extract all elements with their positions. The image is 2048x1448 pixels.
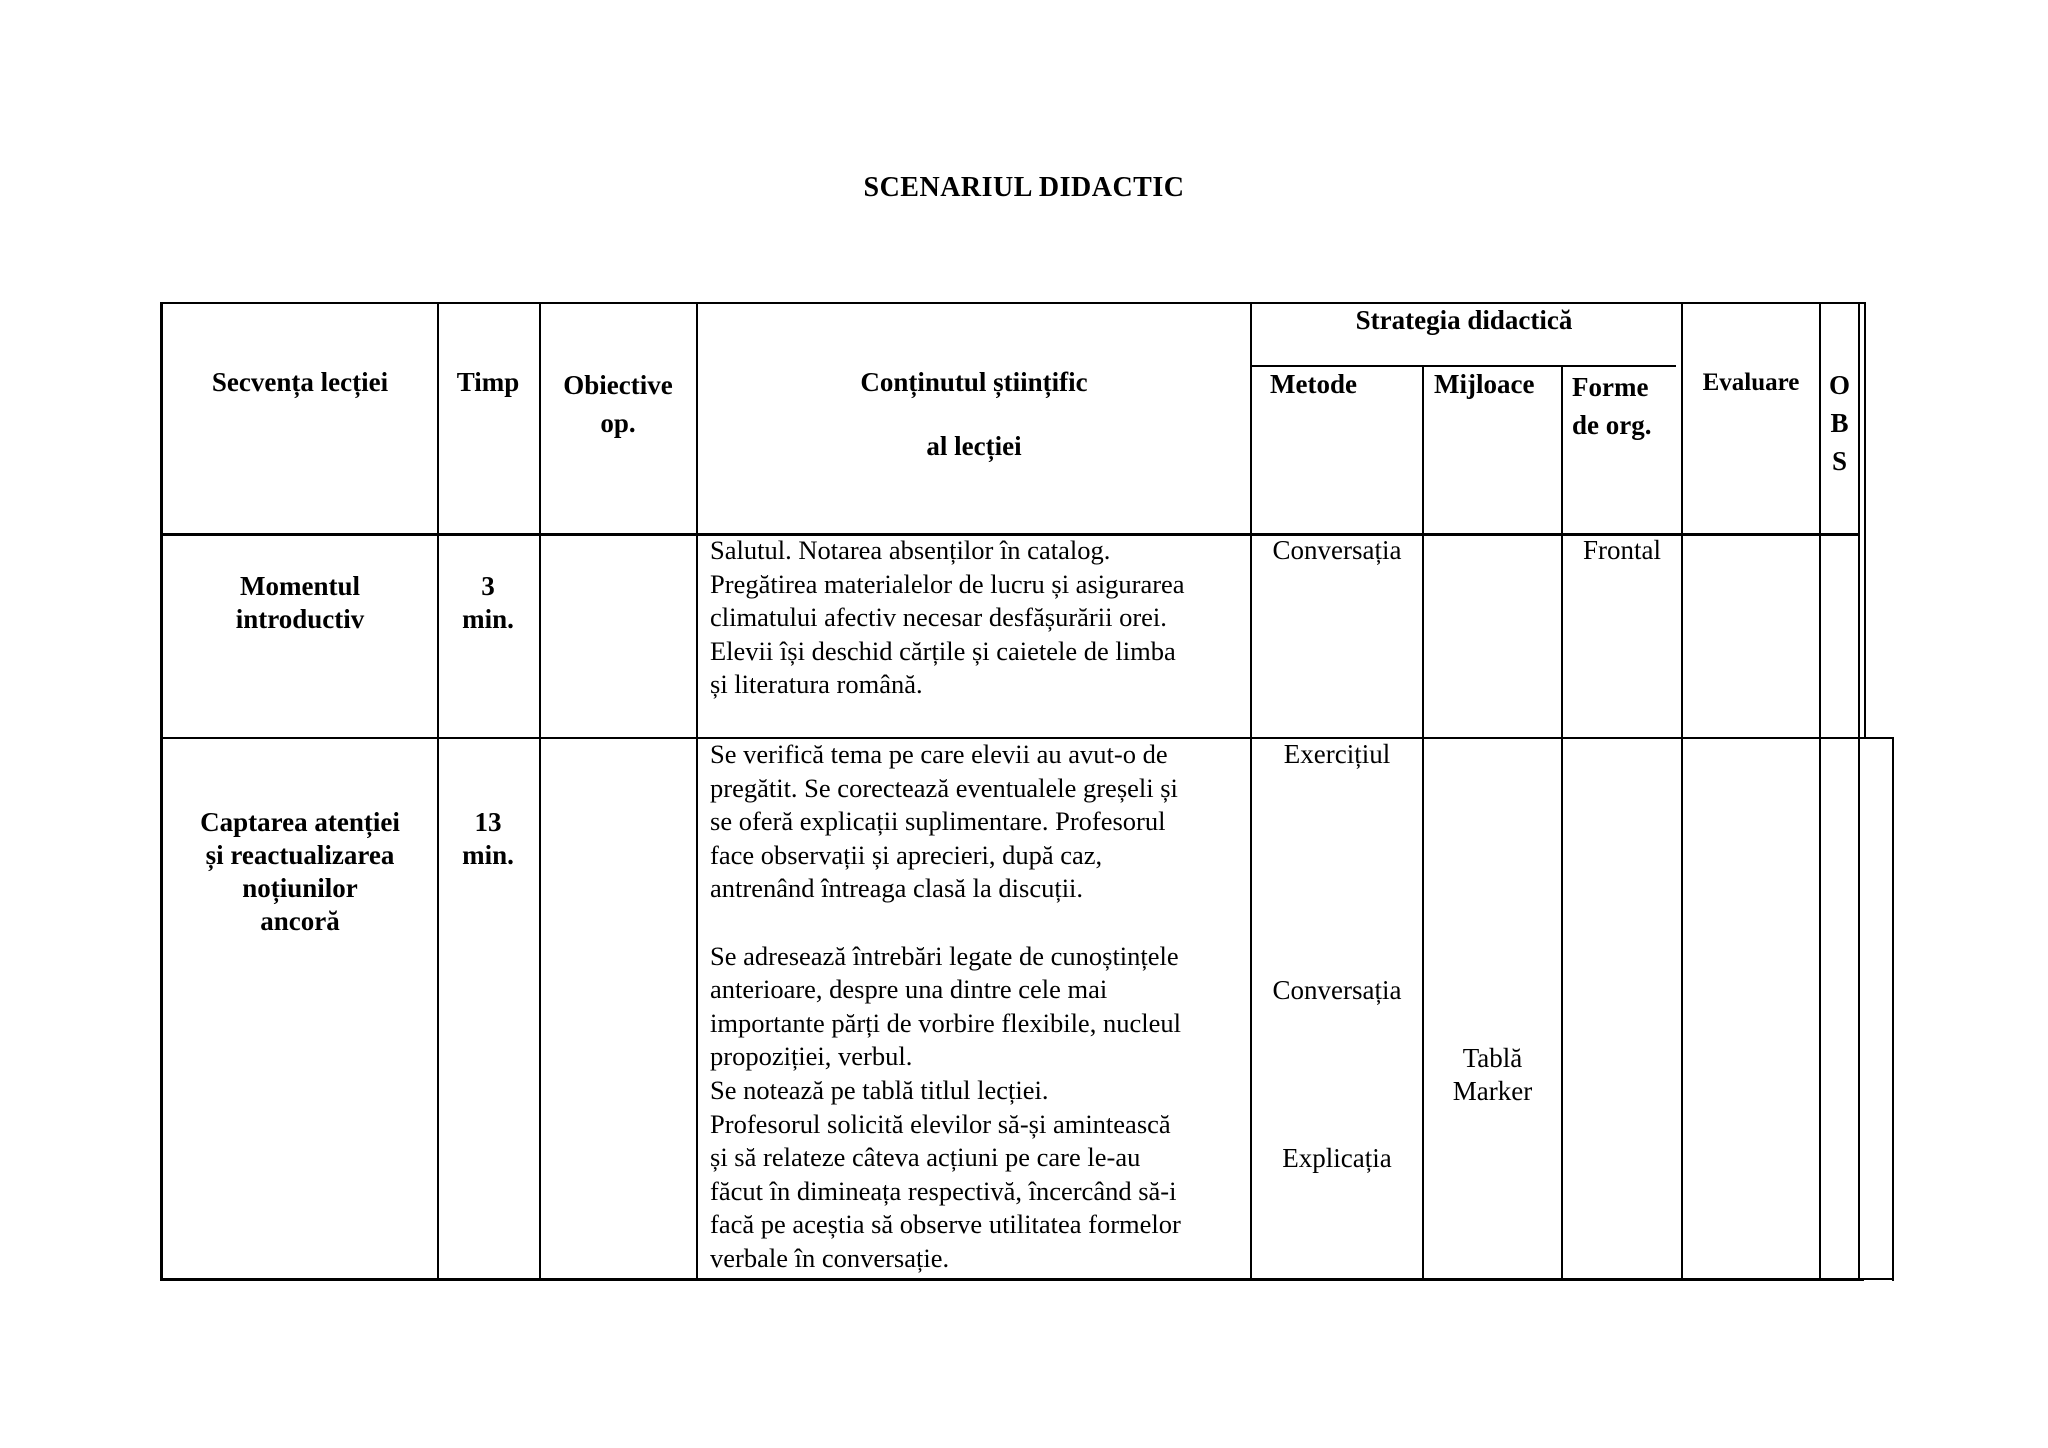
header-continut-line2: al lecției	[926, 431, 1022, 461]
row1-timp: 3 min.	[462, 571, 514, 634]
row2-mijloace: Tablă Marker	[1452, 1043, 1533, 1106]
row1-continut: Salutul. Notarea absenților în catalog. Pregătirea materialelor de lucru și asigurarea climatului afectiv necesar desfășurării orei. Elevii își deschid cărțile și caietele de limba și literatura română.	[710, 535, 1185, 700]
col-line-evaluare	[1681, 302, 1683, 1281]
row2-top-extension	[1864, 737, 1894, 739]
row2-continut: Se verifică tema pe care elevii au avut-o de pregătit. Se corectează eventualele greșeli și se oferă explicații suplimentare. Profesorul face observații și aprecieri, după caz, antrenând întreaga clasă la discuții. Se adresează întrebări legate de cunoștințele anterioare, despre una dintre cele mai importante părți de vorbire flexibile, nucleul propoziției, verbul. Se notează pe tablă titlul lecției. Profesorul solicită elevilor să-și amintească și să relateze câteva acțiuni pe care le-au făcut în dimineața respectivă, încercând să-i facă pe aceștia să observe utilitatea formelor verbale în conversație.	[710, 739, 1181, 1273]
document-title: SCENARIUL DIDACTIC	[863, 172, 1185, 203]
col-line-mijloace	[1422, 365, 1424, 1281]
row2-bottom-extension	[1864, 1278, 1894, 1280]
obs-inner-line	[1858, 302, 1860, 1281]
col-line-forme	[1561, 365, 1563, 1281]
row2-outer-right-border	[1892, 737, 1894, 1281]
header-obs: O B S	[1828, 370, 1850, 476]
header-metode: Metode	[1270, 369, 1357, 399]
table-left-border	[160, 302, 163, 1281]
header-strategia: Strategia didactică	[1355, 305, 1573, 335]
row2-metoda-3: Explicația	[1282, 1143, 1392, 1173]
col-line-obiective	[539, 302, 541, 1281]
header-secventa: Secvența lecției	[211, 367, 389, 397]
col-line-metode	[1250, 302, 1252, 1281]
row1-metoda-1: Conversația	[1272, 535, 1402, 565]
row2-metoda-2: Conversația	[1272, 975, 1402, 1005]
header-continut-line1: Conținutul științific	[860, 367, 1088, 397]
table-right-border	[1864, 302, 1866, 739]
row1-forme: Frontal	[1583, 535, 1661, 565]
header-evaluare: Evaluare	[1702, 369, 1800, 396]
row1-secventa: Momentul introductiv	[235, 571, 365, 634]
row2-secventa: Captarea atenției și reactualizarea noțiunilor ancoră	[200, 807, 400, 936]
strategia-divider	[1250, 365, 1676, 367]
col-line-timp	[437, 302, 439, 1281]
header-obiective: Obiective op.	[563, 370, 673, 438]
header-mijloace: Mijloace	[1434, 369, 1535, 399]
row2-timp: 13 min.	[462, 807, 514, 870]
row2-metoda-1: Exercițiul	[1283, 739, 1391, 769]
header-timp: Timp	[456, 367, 520, 397]
header-forme: Forme de org.	[1572, 372, 1652, 440]
table-bottom-border	[160, 1278, 1864, 1281]
